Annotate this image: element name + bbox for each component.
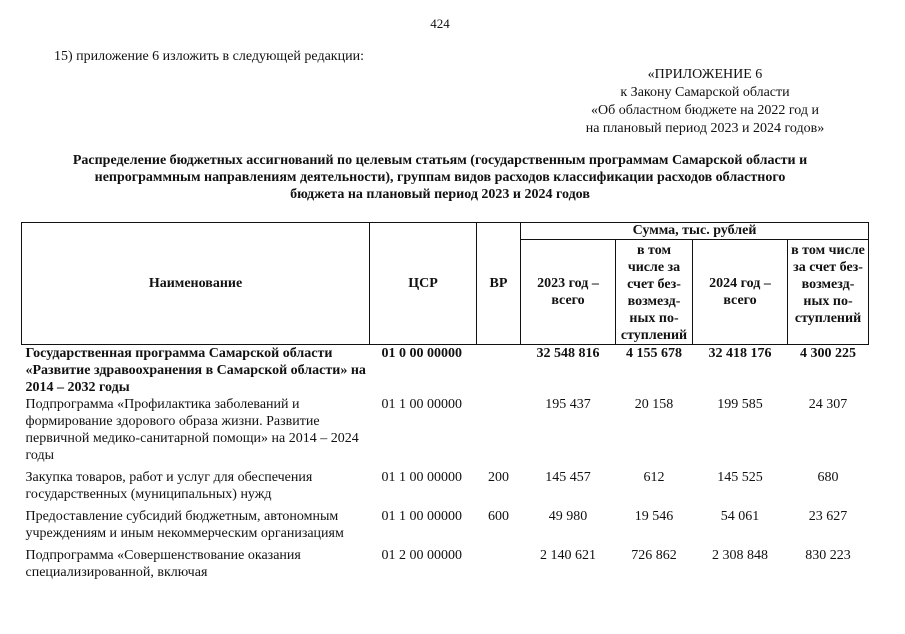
appendix-line: на плановый период 2023 и 2024 годов» xyxy=(585,121,825,136)
row-csr: 01 1 00 00000 xyxy=(381,397,462,412)
row-2024-total: 2 308 848 xyxy=(712,548,768,563)
row-csr: 01 1 00 00000 xyxy=(381,509,462,524)
table-row xyxy=(22,396,869,469)
row-2024-total: 145 525 xyxy=(717,470,763,485)
appendix-line: «ПРИЛОЖЕНИЕ 6 xyxy=(647,67,763,82)
row-vr: 600 xyxy=(488,509,509,524)
table-header xyxy=(22,223,869,345)
row-name: Предоставление субсидий бюджетным, автономным учреждениям и иным некоммерческим организациям xyxy=(25,509,344,541)
row-2024-total: 199 585 xyxy=(717,397,763,412)
row-csr: 01 1 00 00000 xyxy=(381,470,462,485)
budget-table xyxy=(21,222,869,581)
title-line: Распределение бюджетных ассигнований по целевым статьям (государственным программам Самарской области и xyxy=(72,153,808,168)
appendix-line: «Об областном бюджете на 2022 год и xyxy=(591,103,819,118)
row-2024-free: 23 627 xyxy=(808,509,848,524)
table-row xyxy=(22,469,869,508)
row-2024-free: 4 300 225 xyxy=(800,346,857,361)
header-2024-free: в том числе за счет без-возмезд-ных по-ступлений xyxy=(788,240,869,345)
row-csr: 01 2 00 00000 xyxy=(381,548,462,563)
row-2023-free: 4 155 678 xyxy=(626,346,682,361)
row-2024-total: 32 418 176 xyxy=(708,346,772,361)
row-vr xyxy=(477,345,521,397)
appendix-line: к Закону Самарской области xyxy=(620,85,790,100)
row-2023-total: 145 457 xyxy=(545,470,591,485)
row-vr xyxy=(477,547,521,581)
header-vr: ВР xyxy=(477,223,521,345)
row-vr xyxy=(477,396,521,469)
row-vr: 200 xyxy=(488,470,509,485)
row-name: Подпрограмма «Профилактика заболеваний и формирование здорового образа жизни. Развитие первичной медико-санитарной помощи» на 2014 – 2024 годы xyxy=(25,397,359,463)
header-2024-total: 2024 год – всего xyxy=(693,240,788,345)
header-2023-total: 2023 год – всего xyxy=(521,240,616,345)
row-2024-free: 680 xyxy=(817,470,839,485)
row-name: Подпрограмма «Совершенствование оказания специализированной, включая xyxy=(25,548,301,580)
header-sum: Сумма, тыс. рублей xyxy=(521,223,869,240)
header-name: Наименование xyxy=(22,223,370,345)
title-line: бюджета на плановый период 2023 и 2024 годов xyxy=(290,187,590,202)
row-2024-total: 54 061 xyxy=(720,509,760,524)
row-2023-free: 19 546 xyxy=(634,509,674,524)
row-2023-total: 195 437 xyxy=(545,397,591,412)
row-name: Государственная программа Самарской области «Развитие здравоохранения в Самарской области» на 2014 – 2032 годы xyxy=(25,346,366,395)
row-2024-free: 830 223 xyxy=(805,548,851,563)
row-name: Закупка товаров, работ и услуг для обеспечения государственных (муниципальных) нужд xyxy=(25,470,313,502)
row-2023-free: 20 158 xyxy=(634,397,674,412)
title-line: непрограммным направлениям деятельности), группам видов расходов классификации расходов областного xyxy=(94,170,786,185)
row-2023-free: 726 862 xyxy=(631,548,677,563)
header-2023-free: в том числе за счет без-возмезд-ных по-ступлений xyxy=(616,240,693,345)
page-number: 424 xyxy=(430,16,450,31)
table-row xyxy=(22,547,869,581)
row-2023-free: 612 xyxy=(643,470,665,485)
intro-line: 15) приложение 6 изложить в следующей редакции: xyxy=(54,49,364,64)
table-row xyxy=(22,508,869,547)
row-2023-total: 2 140 621 xyxy=(540,548,596,563)
header-csr: ЦСР xyxy=(370,223,477,345)
row-2024-free: 24 307 xyxy=(808,397,848,412)
table-row xyxy=(22,345,869,397)
row-csr: 01 0 00 00000 xyxy=(381,346,462,361)
row-2023-total: 32 548 816 xyxy=(536,346,600,361)
document-title xyxy=(20,152,860,203)
row-2023-total: 49 980 xyxy=(548,509,588,524)
appendix-block xyxy=(545,66,865,138)
